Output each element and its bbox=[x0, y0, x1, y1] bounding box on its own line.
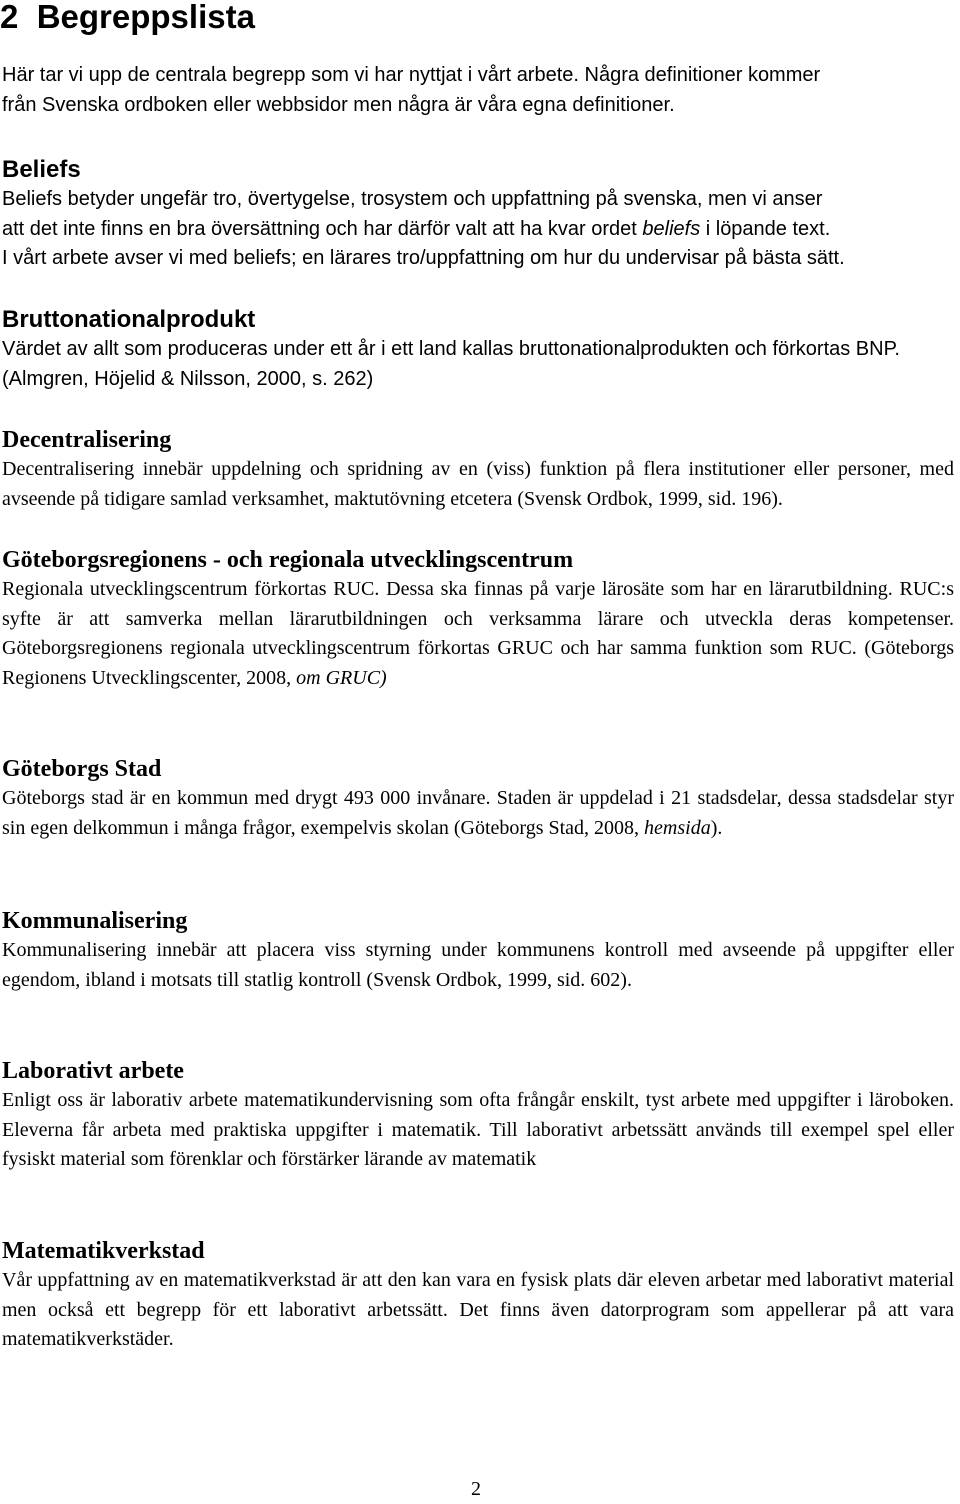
term-definition: Värdet av allt som produceras under ett år i ett land kallas bruttonationalprodukten och förkortas BNP. (Almgren, Höjelid & Nilsson, 2000, s. 262) bbox=[2, 338, 900, 390]
term-heading: Göteborgsregionens - och regionala utvecklingscentrum bbox=[2, 547, 574, 573]
term-bruttonationalprodukt bbox=[2, 305, 954, 394]
intro-section bbox=[2, 61, 954, 120]
page-number: 2 bbox=[471, 1478, 481, 1500]
term-heading: Kommunalisering bbox=[2, 908, 188, 934]
term-definition: Kommunalisering innebär att placera viss styrning under kommunens kontroll med avseende på uppgifter eller egendom, ibland i motsats till statlig kontroll (Svensk Ordbok, 1999, sid. 602). bbox=[2, 939, 954, 991]
term-definition: Vår uppfattning av en matematikverkstad är att den kan vara en fysisk plats där eleven arbetar med laborativt material men också ett begrepp för ett laborativt arbetssätt. Det finns även datorprogram som appellerar på att vara matematikverkstäder. bbox=[2, 1269, 954, 1350]
term-heading: Laborativt arbete bbox=[2, 1058, 184, 1084]
definition-text: i löpande text. bbox=[700, 217, 831, 240]
definition-text: att det inte finns en bra översättning och har därför valt att ha kvar ordet bbox=[2, 217, 643, 240]
term-kommunalisering bbox=[2, 906, 954, 995]
term-heading: Bruttonationalprodukt bbox=[2, 306, 256, 333]
term-goteborgs-stad bbox=[2, 754, 954, 843]
definition-line: I vårt arbete avser vi med beliefs; en lärares tro/uppfattning om hur du undervisar på bästa sätt. bbox=[2, 247, 845, 269]
term-definition bbox=[2, 575, 954, 693]
term-matematikverkstad bbox=[2, 1236, 954, 1355]
definition-line: Beliefs betyder ungefär tro, övertygelse, trosystem och uppfattning på svenska, men vi anser bbox=[2, 188, 823, 210]
chapter-title: Begreppslista bbox=[36, 0, 255, 35]
term-definition bbox=[2, 784, 954, 843]
term-heading: Decentralisering bbox=[2, 427, 172, 453]
definition-text: Göteborgs stad är en kommun med drygt 493 000 invånare. Staden är uppdelad i 21 stadsdelar, dessa stadsdelar styr sin egen delkommun i många frågor, exempelvis skolan (Göteborgs Stad, 2008, bbox=[2, 787, 954, 839]
term-decentralisering bbox=[2, 425, 954, 514]
term-definition: Enligt oss är laborativ arbete matematikundervisning som ofta frångår enskilt, tyst arbete med uppgifter i läroboken. Eleverna får arbeta med praktiska uppgifter i matematik. Till laborativt arbetssätt används till exempel spel eller fysiskt material som förenklar och förstärker lärande av matematik bbox=[2, 1089, 954, 1170]
intro-line: Här tar vi upp de centrala begrepp som vi har nyttjat i vårt arbete. Några definitioner kommer bbox=[2, 64, 821, 86]
definition-line bbox=[2, 215, 954, 245]
chapter-number: 2 bbox=[0, 0, 19, 35]
term-definition: Decentralisering innebär uppdelning och spridning av en (viss) funktion på flera institutioner eller personer, med avseende på tidigare samlad verksamhet, maktutövning etcetera (Svensk Ordbok, 1999, sid. 196). bbox=[2, 458, 954, 510]
citation-emphasis: hemsida bbox=[644, 816, 711, 839]
chapter-heading bbox=[0, 0, 255, 40]
term-utvecklingscentrum bbox=[2, 545, 954, 693]
intro-paragraph bbox=[2, 61, 954, 120]
term-laborativt-arbete bbox=[2, 1056, 954, 1175]
citation-emphasis: om GRUC) bbox=[296, 666, 387, 689]
term-beliefs bbox=[2, 155, 954, 274]
intro-line: från Svenska ordboken eller webbsidor men några är våra egna definitioner. bbox=[2, 93, 675, 116]
term-definition bbox=[2, 185, 954, 274]
term-heading: Matematikverkstad bbox=[2, 1238, 205, 1264]
definition-text: Regionala utvecklingscentrum förkortas RUC. Dessa ska finnas på varje lärosäte som har en lärarutbildning. RUC:s syfte är att samverka mellan lärarutbildningen och verksamma lärare och utveckla deras kompetenser. Göteborgsregionens regionala utvecklingscentrum förkortas GRUC och har samma funktion som RUC. (Göteborgs Regionens Utvecklingscenter, 2008, bbox=[2, 578, 954, 689]
term-heading: Beliefs bbox=[2, 156, 81, 183]
definition-text: ). bbox=[710, 816, 723, 839]
term-heading: Göteborgs Stad bbox=[2, 756, 162, 782]
emphasis-term: beliefs bbox=[642, 217, 701, 240]
